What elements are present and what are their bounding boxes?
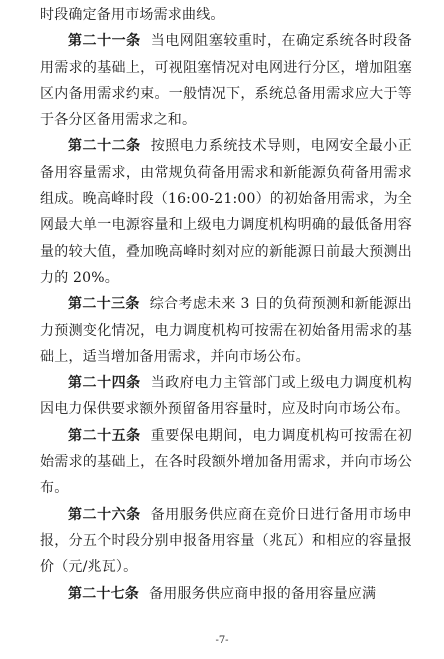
paragraph-article-22 — [40, 133, 412, 291]
paragraph-article-25 — [40, 423, 412, 502]
paragraph-text: 按照电力系统技术导则，电网安全最小正备用容量需求，由常规负荷备用需求和新能源负荷备用需求组成。晚高峰时段（16:00-21:00）的初始备用需求，为全网最大单一电源容量和上级电力调度机构明确的最低备用容量的较大值，叠加晚高峰时刻对应的新能源日前最大预测出力的 20%。 — [40, 138, 412, 286]
article-number: 第二十七条 — [68, 585, 139, 602]
paragraph-text: 综合考虑未来 3 日的负荷预测和新能源出力预测变化情况，电力调度机构可按需在初始备用需求的基础上，适当增加备用需求，并向市场公布。 — [40, 296, 413, 365]
paragraph-text: 重要保电期间，电力调度机构可按需在初始需求的基础上，在各时段额外增加备用需求，并向市场公布。 — [40, 427, 412, 497]
document-body — [40, 2, 412, 607]
paragraph-article-21 — [40, 28, 412, 133]
article-number: 第二十五条 — [68, 427, 141, 444]
paragraph-article-27 — [40, 581, 412, 607]
article-number: 第二十一条 — [68, 33, 141, 50]
paragraph-continuation — [40, 2, 412, 28]
paragraph-text: 备用服务供应商在竞价日进行备用市场申报，分五个时段分别申报备用容量（兆瓦）和相应的容量报价（元/兆瓦）。 — [40, 506, 412, 576]
paragraph-text: 备用服务供应商申报的备用容量应满 — [149, 585, 377, 602]
paragraph-article-23 — [40, 291, 412, 370]
paragraph-article-24 — [40, 370, 412, 423]
paragraph-article-26 — [40, 502, 412, 581]
article-number: 第二十六条 — [68, 506, 141, 523]
article-number: 第二十二条 — [68, 138, 141, 155]
paragraph-text: 当政府电力主管部门或上级电力调度机构因电力保供要求额外预留备用容量时，应及时向市场公布。 — [40, 375, 412, 418]
page-number: -7- — [215, 635, 229, 646]
article-number: 第二十三条 — [68, 296, 140, 313]
paragraph-text: 当电网阻塞较重时，在确定系统各时段备用需求的基础上，可视阻塞情况对电网进行分区，增加阻塞区内备用需求约束。一般情况下，系统总备用需求应大于等于各分区备用需求之和。 — [40, 33, 412, 129]
paragraph-text: 时段确定备用市场需求曲线。 — [40, 7, 225, 23]
article-number: 第二十四条 — [68, 375, 141, 392]
